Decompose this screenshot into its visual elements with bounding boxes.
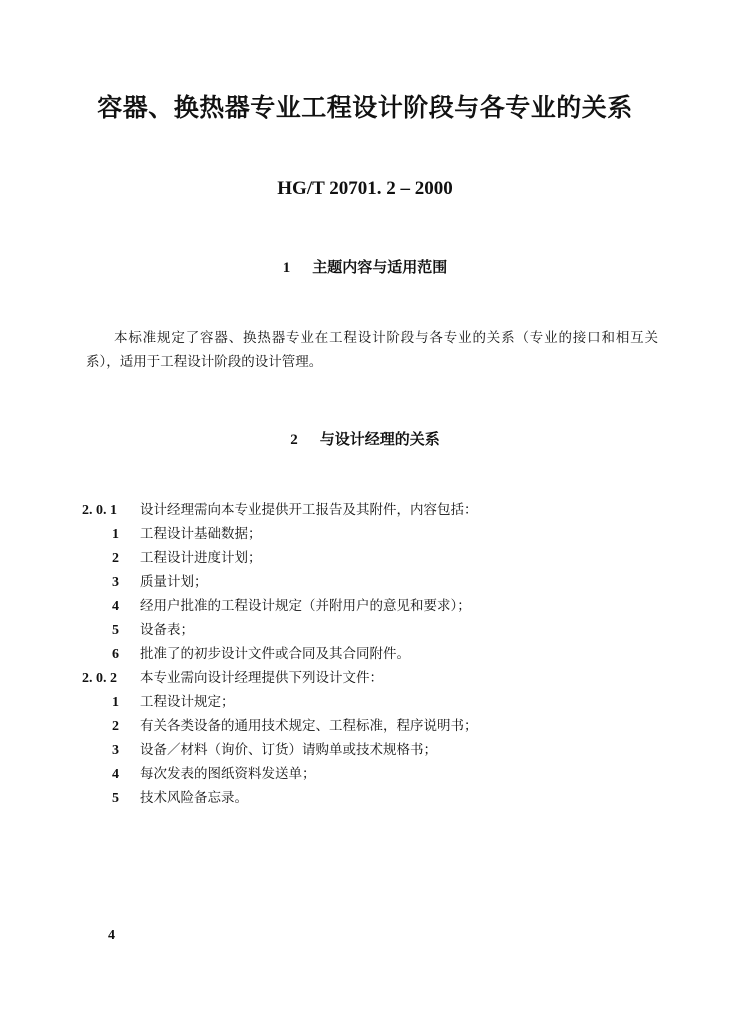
list-item [112, 786, 248, 810]
clause-2-0-2 [82, 666, 383, 690]
item-text: 技术风险备忘录。 [140, 790, 248, 806]
standard-code: HG/T 20701. 2 – 2000 [277, 178, 453, 199]
item-number: 3 [112, 743, 119, 758]
item-text: 工程设计规定； [140, 694, 235, 710]
item-text: 设备表； [140, 622, 194, 638]
item-number: 2 [112, 551, 119, 566]
section-1-heading [0, 256, 730, 277]
item-number: 5 [112, 623, 119, 638]
list-item [112, 690, 235, 714]
clause-number: 2. 0. 1 [82, 503, 117, 518]
item-text: 经用户批准的工程设计规定（并附用户的意见和要求）； [140, 598, 471, 614]
item-number: 1 [112, 527, 119, 542]
section-2-number: 2 [290, 432, 298, 448]
list-item [112, 762, 316, 786]
section-1-number: 1 [282, 260, 291, 276]
section-2-title: 与设计经理的关系 [319, 430, 440, 448]
section-2-heading [0, 428, 730, 449]
clause-text: 本专业需向设计经理提供下列设计文件： [140, 670, 383, 686]
clause-2-0-1 [82, 498, 478, 522]
item-text: 工程设计基础数据； [140, 526, 262, 542]
clause-text: 设计经理需向本专业提供开工报告及其附件，内容包括： [140, 502, 478, 518]
item-number: 4 [112, 767, 119, 782]
item-text: 每次发表的图纸资料发送单； [140, 766, 316, 782]
clause-number: 2. 0. 2 [82, 671, 117, 686]
section-1-title: 主题内容与适用范围 [312, 258, 448, 276]
item-number: 6 [112, 647, 119, 662]
list-item [112, 642, 410, 666]
item-number: 2 [112, 719, 119, 734]
section-1-paragraph: 本标准规定了容器、换热器专业在工程设计阶段与各专业的关系（专业的接口和相互关系），适用于工程设计阶段的设计管理。 [86, 330, 658, 370]
list-item [112, 618, 194, 642]
list-item [112, 594, 471, 618]
list-item [112, 546, 262, 570]
list-item [112, 714, 478, 738]
item-number: 3 [112, 575, 119, 590]
list-item [112, 738, 437, 762]
page-number: 4 [108, 928, 115, 943]
item-text: 批准了的初步设计文件或合同及其合同附件。 [140, 646, 410, 662]
item-number: 1 [112, 695, 119, 710]
item-text: 有关各类设备的通用技术规定、工程标准，程序说明书； [140, 718, 478, 734]
document-title: 容器、换热器专业工程设计阶段与各专业的关系 [97, 93, 633, 122]
item-text: 质量计划； [140, 574, 208, 590]
list-item [112, 522, 262, 546]
item-text: 设备／材料（询价、订货）请购单或技术规格书； [140, 742, 437, 758]
list-item [112, 570, 208, 594]
item-number: 4 [112, 599, 119, 614]
item-number: 5 [112, 791, 119, 806]
item-text: 工程设计进度计划； [140, 550, 262, 566]
